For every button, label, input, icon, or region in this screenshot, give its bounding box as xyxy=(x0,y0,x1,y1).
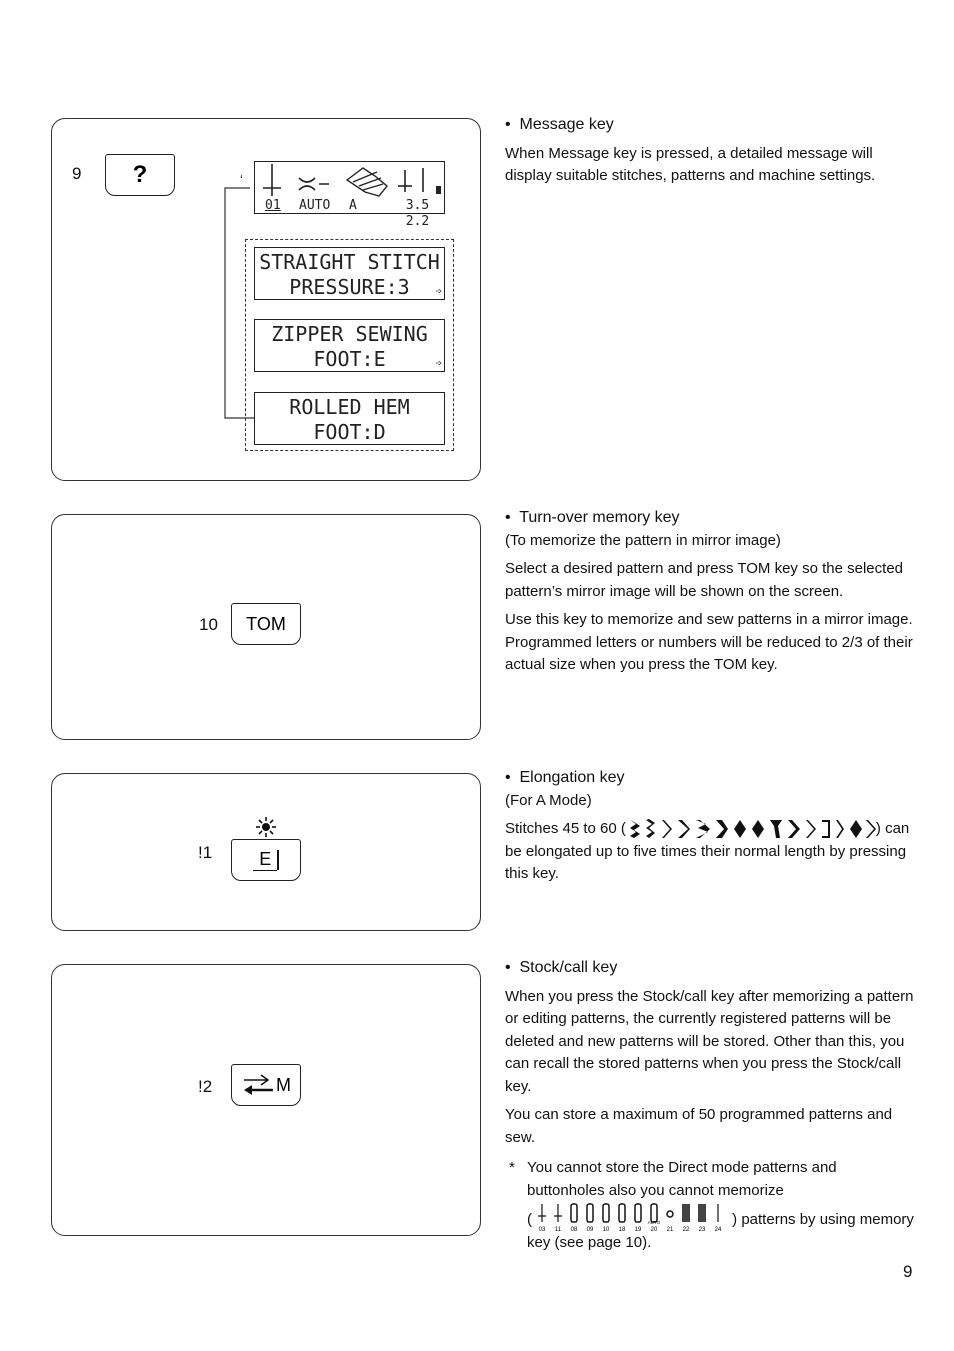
tom-key-para2: Use this key to memorize and sew patterns in a mirror image. Programmed letters or numbers will be reduced to 2/3 of their actual size when you press the TOM key. xyxy=(505,611,913,673)
speaker-icon xyxy=(436,186,441,194)
message-key-button[interactable] xyxy=(105,154,175,196)
elongation-key-button[interactable] xyxy=(231,839,301,881)
tick-mark: ‘ xyxy=(240,172,243,187)
pattern-glyph xyxy=(682,1204,690,1232)
straight-stitch-icon xyxy=(263,164,281,196)
pattern-glyph xyxy=(698,1204,706,1232)
sun-indicator-icon xyxy=(255,816,277,838)
stock-call-key-button[interactable] xyxy=(231,1064,301,1106)
pattern-glyph xyxy=(667,1211,674,1232)
stock-call-para2: You can store a maximum of 50 programmed patterns and sew. xyxy=(505,1106,893,1146)
pattern-number-label: 10 xyxy=(602,1227,610,1232)
stock-call-key-label: M xyxy=(276,1074,291,1095)
note-asterisk: * xyxy=(509,1159,515,1176)
non-memorizable-patterns-icon xyxy=(536,1202,732,1232)
stock-call-key-text: • Stock/call key When you press the Stock/call key after memorizing a pattern or editing patterns, the currently registered patterns will be deleted and new patterns will be stored. Other than this, you can recall the stored patterns when you press the Stock/call key. You can store a maximum of 50 programmed patterns and sew. * You cannot store the Direct mode patterns and buttonholes also you cannot memorize ( 03 11 08 09 10 18 19 AUTO 20 21 22 23 24 ) patterns by using memory key (see page 10). xyxy=(505,957,915,1255)
message-lcd-2 xyxy=(254,319,445,372)
elongation-key-subheading: (For A Mode) xyxy=(505,791,592,809)
message-key-label: ? xyxy=(132,161,148,188)
elongation-key-number: !1 xyxy=(198,843,213,862)
message-key-heading: Message key xyxy=(519,116,614,133)
stitch-icons xyxy=(255,162,443,200)
page-number: 9 xyxy=(903,1262,913,1281)
pattern-glyph xyxy=(587,1204,594,1232)
auto-label: AUTO xyxy=(647,1220,661,1225)
message-3-line2: FOOT:D xyxy=(313,420,386,444)
note-close: ) patterns by using memory key (see page 10). xyxy=(527,1211,914,1251)
pattern-number-label: 11 xyxy=(555,1227,562,1232)
pattern-number-label: 23 xyxy=(698,1227,706,1232)
elongation-key-text: • Elongation key (For A Mode) Stitches 45 to 60 ( ) can be elongated up to five times their normal length by pressing this key. xyxy=(505,767,915,886)
pattern-glyph xyxy=(635,1204,642,1232)
tom-key-button[interactable] xyxy=(231,603,301,645)
tom-key-heading: Turn-over memory key xyxy=(519,509,680,526)
pattern-glyph xyxy=(554,1204,562,1232)
message-1-line2: PRESSURE:3 xyxy=(289,275,410,299)
pattern-number-label: 22 xyxy=(682,1227,690,1232)
pattern-number: 01 xyxy=(265,198,281,213)
note-open-paren: ( xyxy=(527,1211,532,1228)
pattern-number-label: 08 xyxy=(570,1227,578,1232)
pattern-glyph xyxy=(648,1204,661,1232)
message-1-line1: STRAIGHT STITCH xyxy=(259,250,440,274)
pattern-glyph xyxy=(603,1204,610,1232)
next-arrow-icon: ➩ xyxy=(435,357,442,370)
message-key-body: When Message key is pressed, a detailed message will display suitable stitches, patterns and machine settings. xyxy=(505,144,876,184)
mode-auto: AUTO xyxy=(299,198,331,213)
pattern-glyph xyxy=(538,1204,546,1232)
pattern-number-label: 09 xyxy=(586,1227,594,1232)
message-key-text: • Message key When Message key is pressed, a detailed message will display suitable stitches, patterns and machine settings. xyxy=(505,114,915,188)
lcd-display xyxy=(254,161,445,229)
stock-call-para1: When you press the Stock/call key after memorizing a pattern or editing patterns, the currently registered patterns will be deleted and new patterns will be stored. Other than this, you can recall the stored patterns when you press the Stock/call key. xyxy=(505,987,914,1095)
elongation-para-end: ) can be elongated up to five times their normal length by pressing this key. xyxy=(505,820,910,882)
message-2-line2: FOOT:E xyxy=(313,347,386,371)
pattern-number-label: 24 xyxy=(714,1227,722,1232)
tom-key-number: 10 xyxy=(199,615,218,634)
stock-call-key-heading: Stock/call key xyxy=(519,959,618,976)
stock-call-note xyxy=(505,1157,915,1255)
presser-foot-icon xyxy=(347,168,387,196)
tom-key-text: • Turn-over memory key (To memorize the pattern in mirror image) Select a desired pattern and press TOM key so the selected pattern’s mirror image will be shown on the screen. Use this key to memorize and sew patterns in a mirror image. Programmed letters or numbers will be reduced to 2/3 of their actual size when you press the TOM key. xyxy=(505,507,915,677)
elongation-stitch-patterns-icon xyxy=(626,818,876,840)
next-arrow-icon: ➩ xyxy=(435,285,442,298)
message-lcd-3 xyxy=(254,392,445,445)
tom-key-subheading: (To memorize the pattern in mirror image) xyxy=(505,531,781,549)
message-key-number: 9 xyxy=(72,164,82,183)
elongation-key-label: E xyxy=(253,849,277,871)
stock-call-key-number: !2 xyxy=(198,1077,213,1096)
message-2-line1: ZIPPER SEWING xyxy=(271,322,428,346)
stock-call-arrows-icon xyxy=(241,1074,275,1096)
pattern-number-label: 21 xyxy=(666,1227,674,1232)
thread-cutter-icon xyxy=(299,178,329,190)
elongation-para-start: Stitches 45 to 60 ( xyxy=(505,820,626,837)
pattern-glyph xyxy=(571,1204,578,1232)
elongation-bar-icon xyxy=(277,850,279,870)
needle-position-icon xyxy=(398,168,423,192)
elongation-key-heading: Elongation key xyxy=(519,769,625,786)
tom-key-para1: Select a desired pattern and press TOM key so the selected pattern’s mirror image will be shown on the screen. xyxy=(505,560,903,600)
pattern-number-label: 20 xyxy=(650,1227,658,1232)
message-3-line1: ROLLED HEM xyxy=(289,395,410,419)
note-text: You cannot store the Direct mode patterns and buttonholes also you cannot memorize xyxy=(527,1159,837,1199)
pattern-number-label: 03 xyxy=(538,1227,546,1232)
mode-a: A xyxy=(349,198,357,213)
pattern-number-label: 18 xyxy=(618,1227,626,1232)
pattern-glyph xyxy=(715,1204,722,1232)
pattern-number-label: 19 xyxy=(634,1227,642,1232)
message-lcd-1 xyxy=(254,247,445,300)
stitch-settings: 3.5 2.2 xyxy=(405,198,430,229)
tom-key-label: TOM xyxy=(246,613,286,634)
pattern-glyph xyxy=(619,1204,626,1232)
